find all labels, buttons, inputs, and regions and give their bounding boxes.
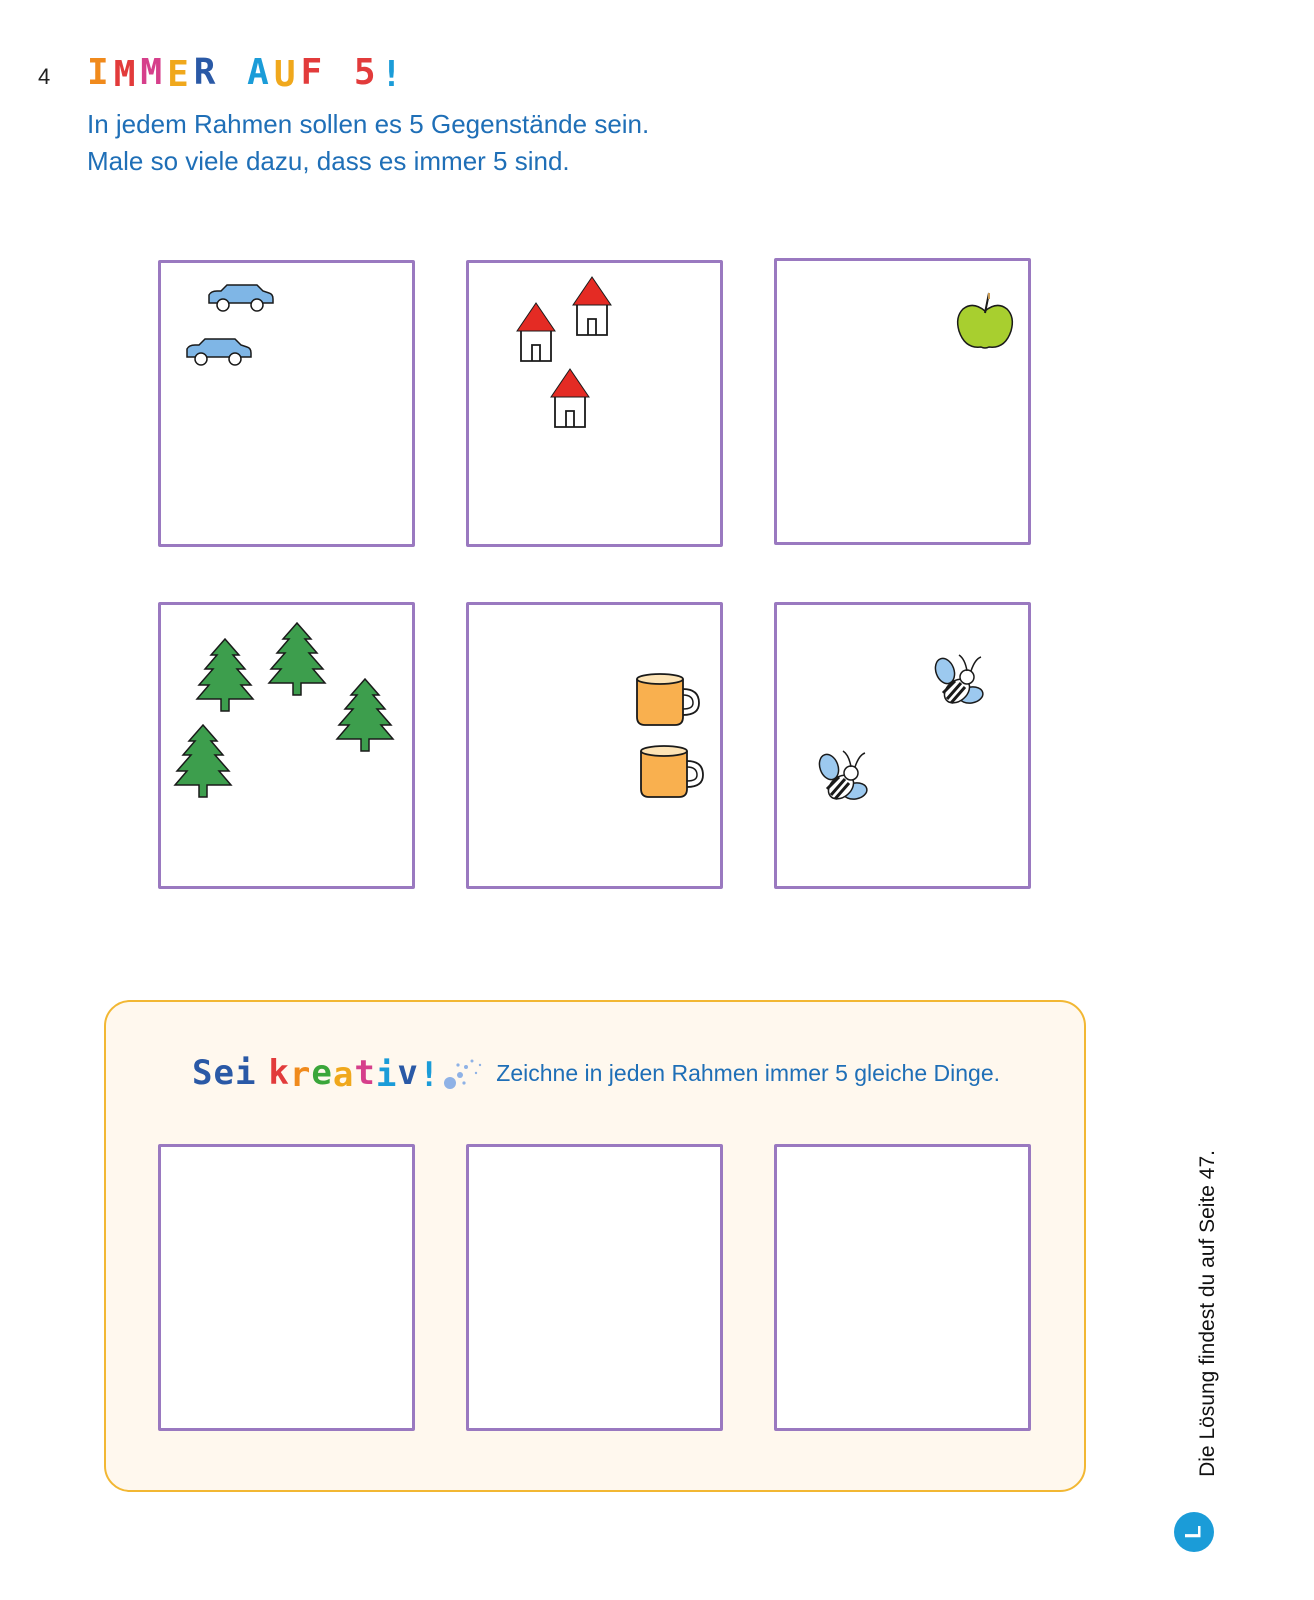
car-icon xyxy=(187,339,251,365)
house-icon xyxy=(517,303,555,361)
frame-cars[interactable] xyxy=(158,260,415,547)
creative-frame-1[interactable] xyxy=(158,1144,415,1431)
frame-mugs[interactable] xyxy=(466,602,723,889)
creative-frame-2[interactable] xyxy=(466,1144,723,1431)
tree-icon xyxy=(337,679,393,751)
title-letter: F xyxy=(300,52,328,93)
frame-mugs-drawing xyxy=(469,605,720,886)
kreativ-letter: t xyxy=(354,1053,376,1093)
house-icon xyxy=(551,369,589,427)
car-icon xyxy=(209,285,273,311)
mug-icon xyxy=(641,746,703,797)
page-title xyxy=(87,52,407,93)
tree-icon xyxy=(175,725,231,797)
title-letter: R xyxy=(193,52,221,93)
kreativ-letter: r xyxy=(289,1055,312,1095)
title-letter: E xyxy=(167,54,194,95)
title-letter: A xyxy=(247,52,274,93)
mug-icon xyxy=(637,674,699,725)
solution-note xyxy=(1193,1150,1223,1500)
title-letter: U xyxy=(273,54,301,95)
title-letter xyxy=(327,54,354,95)
kreativ-letter: ! xyxy=(418,1055,441,1095)
frame-trees-drawing xyxy=(161,605,412,886)
frame-bees[interactable] xyxy=(774,602,1031,889)
creative-header xyxy=(192,1048,1000,1098)
title-letter: I xyxy=(87,52,114,93)
page-number: 4 xyxy=(38,64,51,89)
instruction-line-1: In jedem Rahmen sollen es 5 Gegenstände sein. xyxy=(87,109,650,139)
title-letter xyxy=(220,54,247,95)
frame-bees-drawing xyxy=(777,605,1028,886)
creative-frame-3[interactable] xyxy=(774,1144,1031,1431)
frame-cars-drawing xyxy=(161,263,412,544)
creative-kreativ xyxy=(268,1053,440,1093)
title-letter: M xyxy=(113,54,141,95)
paint-splash-icon xyxy=(442,1053,486,1093)
kreativ-letter: e xyxy=(311,1053,333,1093)
kreativ-letter: i xyxy=(375,1055,398,1095)
tree-icon xyxy=(197,639,253,711)
kreativ-letter: a xyxy=(332,1055,355,1095)
bee-icon xyxy=(816,751,868,804)
solution-note-text: Die Lösung findest du auf Seite 47. xyxy=(1196,1150,1219,1477)
instruction-line-2: Male so viele dazu, dass es immer 5 sind. xyxy=(87,146,570,176)
frame-trees[interactable] xyxy=(158,602,415,889)
kreativ-letter: v xyxy=(397,1053,419,1093)
title-letter: 5 xyxy=(353,52,381,93)
bee-icon xyxy=(932,655,984,708)
frame-houses[interactable] xyxy=(466,260,723,547)
instructions xyxy=(87,106,649,180)
solution-badge xyxy=(1174,1512,1214,1552)
title-letter: M xyxy=(140,52,168,93)
title-letter: ! xyxy=(380,54,408,95)
apple-icon xyxy=(958,293,1013,348)
creative-instruction: Zeichne in jeden Rahmen immer 5 gleiche Dinge. xyxy=(496,1059,1001,1086)
solution-badge-letter: L xyxy=(1180,1525,1206,1539)
tree-icon xyxy=(269,623,325,695)
frame-apple[interactable] xyxy=(774,258,1031,545)
frame-houses-drawing xyxy=(469,263,720,544)
kreativ-letter: k xyxy=(268,1053,290,1093)
creative-sei: Sei xyxy=(192,1053,257,1093)
house-icon xyxy=(573,277,611,335)
frame-apple-drawing xyxy=(777,261,1028,542)
